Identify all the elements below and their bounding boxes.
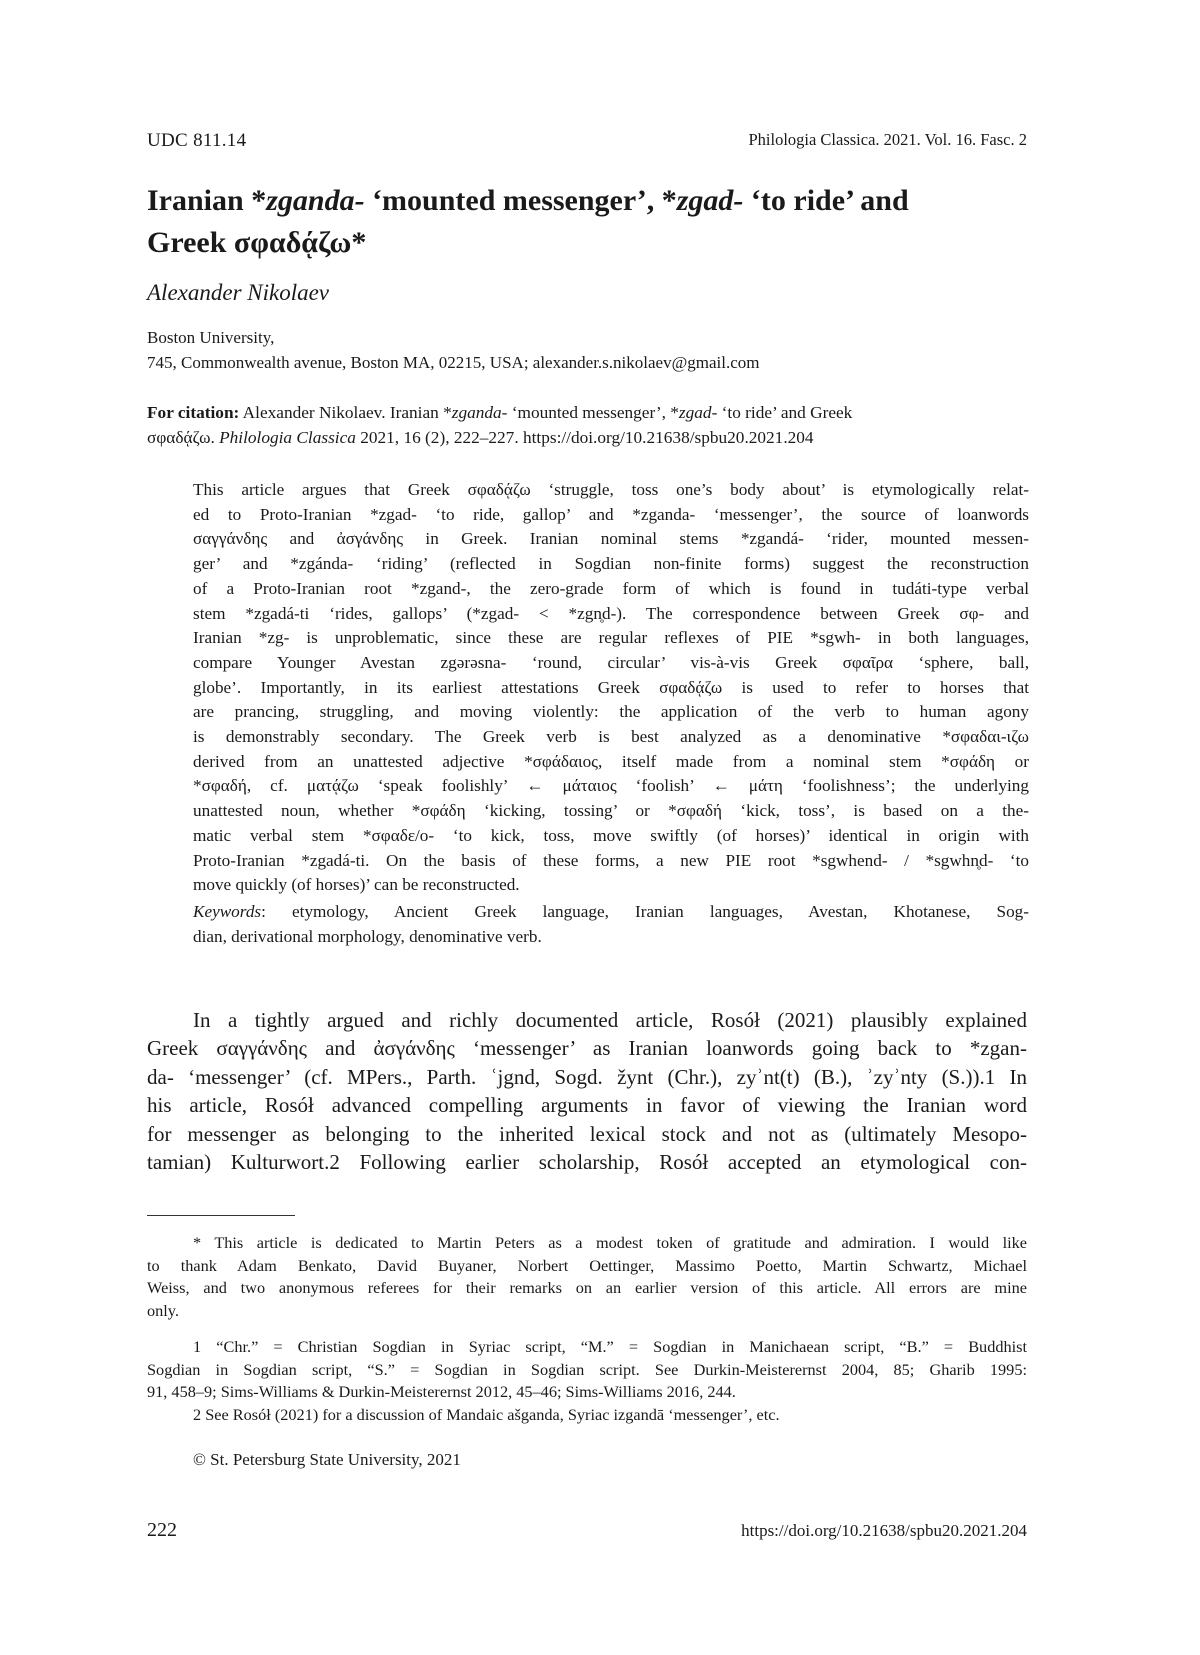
abstract-line: stem *zgadá-ti ‘rides, gallops’ (*zgad- < *zgn̥d-). The correspondence between Greek σφ- and [193, 603, 1029, 623]
footnotes: * This article is dedicated to Martin Peters as a modest token of gratitude and admiration. I would like to thank Adam Benkato, David Buyaner, Norbert Oettinger, Massimo Poetto, Martin Schwartz, Michael Weiss, and two anonymous referees for their remarks on an earlier version of this article. All errors are mine only. 1 “Chr.” = Christian Sogdian in Syriac script, “M.” = Sogdian in Manichaean script, “B.” = Buddhist Sogdian in Sogdian script, “S.” = Sogdian in Sogdian script. See Durkin-Meisterernst 2004, 85; Gharib 1995: 91, 458–9; Sims-Williams & Durkin-Meisterernst 2012, 45–46; Sims-Williams 2016, 244. 2 See Rosół (2021) for a discussion of Mandaic ašganda, Syriac izgandā ‘messenger’, etc. [147, 1232, 1027, 1426]
affiliation-address: 745, Commonwealth avenue, Boston MA, 02215, USA; alexander.s.nikolaev@gmail.com [147, 353, 760, 372]
abstract-line: move quickly (of horses)’ can be reconstructed. [193, 875, 520, 895]
body-line: tamian) Kulturwort.2 Following earlier scholarship, Rosół accepted an etymological con- [147, 1150, 1027, 1175]
footnote-star: * This article is dedicated to Martin Peters as a modest token of gratitude and admiration. I would like [193, 1233, 1027, 1252]
abstract-line: globe’. Importantly, in its earliest attestations Greek σφαδᾴζω is used to refer to horses that [193, 677, 1029, 697]
abstract-line: Proto-Iranian *zgadá-ti. On the basis of these forms, a new PIE root *sgwhend- / *sgwhn̥d- ‘to [193, 850, 1029, 870]
body-line: his article, Rosół advanced compelling arguments in favor of viewing the Iranian word [147, 1093, 1027, 1118]
footnote-2: 2 See Rosół (2021) for a discussion of Mandaic ašganda, Syriac izgandā ‘messenger’, etc. [193, 1404, 780, 1424]
body-line: Greek σαγγάνδης and ἀσγάνδης ‘messenger’ as Iranian loanwords going back to *zgan- [147, 1036, 1027, 1061]
abstract-line: This article argues that Greek σφαδᾴζω ‘struggle, toss one’s body about’ is etymologically relat- [193, 480, 1029, 499]
author-affiliation [147, 325, 759, 375]
abstract-line: σαγγάνδης and ἀσγάνδης in Greek. Iranian nominal stems *zgandá- ‘rider, mounted messen- [193, 529, 1029, 549]
citation-label: For citation: [147, 403, 240, 422]
running-header [147, 130, 1027, 160]
keywords: Keywords: etymology, Ancient Greek language, Iranian languages, Avestan, Khotanese, Sog- dian, derivational morphology, denominative verb. [193, 901, 1029, 946]
abstract-line: *σφαδή, cf. ματᾴζω ‘speak foolishly’ ← μάταιος ‘foolish’ ← μάτη ‘foolishness’; the underlying [193, 776, 1029, 796]
affiliation-line: Boston University, [147, 328, 275, 347]
page-footer [147, 1519, 1027, 1549]
abstract-line: are prancing, struggling, and moving violently: the application of the verb to human agony [193, 702, 1029, 722]
body-line: da- ‘messenger’ (cf. MPers., Parth. ʿjgnd, Sogd. žynt (Chr.), zyʾnt(t) (B.), ʾzyʾnty (S.)).1 In [147, 1064, 1027, 1089]
abstract-line: ger’ and *zgánda- ‘riding’ (reflected in Sogdian non-finite forms) suggest the reconstruction [193, 554, 1029, 574]
copyright-notice: © St. Petersburg State University, 2021 [193, 1450, 461, 1469]
body-line: for messenger as belonging to the inherited lexical stock and not as (ultimately Mesopo- [147, 1121, 1027, 1146]
citation-block: For citation: Alexander Nikolaev. Iranian *zganda- ‘mounted messenger’, *zgad- ‘to ride’ and Greek σφαδᾴζω. Philologia Classica 2021, 16 (2), 222–227. https://doi.org/10.21638/spbu20.2021.204 [147, 403, 853, 447]
journal-info: Philologia Classica. 2021. Vol. 16. Fasc. 2 [748, 130, 1027, 149]
author-name: Alexander Nikolaev [147, 280, 330, 305]
abstract [193, 478, 1029, 949]
doi-link[interactable]: https://doi.org/10.21638/spbu20.2021.204 [741, 1521, 1027, 1540]
footnote-divider [147, 1215, 295, 1216]
abstract-line: matic verbal stem *σφαδε/ο- ‘to kick, toss, move swiftly (of horses)’ identical in origin with [193, 825, 1029, 845]
body-line: In a tightly argued and richly documented article, Rosół (2021) plausibly explained [193, 1008, 1027, 1032]
abstract-line: is demonstrably secondary. The Greek verb is best analyzed as a denominative *σφαδαι-ιζω [193, 727, 1029, 747]
abstract-line: unattested noun, whether *σφάδη ‘kicking, tossing’ or *σφαδή ‘kick, toss’, is based on a the- [193, 801, 1029, 821]
udc-code: UDC 811.14 [147, 130, 247, 151]
abstract-line: compare Younger Avestan zgərəsna- ‘round, circular’ vis-à-vis Greek σφαῖρα ‘sphere, ball, [193, 652, 1029, 672]
article-title: Iranian *zganda- ‘mounted messenger’, *zgad- ‘to ride’ and Greek σφαδᾴζω* [147, 184, 909, 259]
page-number: 222 [147, 1519, 177, 1541]
abstract-line: of a Proto-Iranian root *zgand-, the zero-grade form of which is found in tudáti-type verbal [193, 578, 1029, 598]
footnote-1: 1 “Chr.” = Christian Sogdian in Syriac script, “M.” = Sogdian in Manichaean script, “B.” = Buddhist [193, 1337, 1027, 1356]
abstract-line: derived from an unattested adjective *σφάδαιος, itself made from a nominal stem *σφάδη or [193, 751, 1029, 771]
abstract-line: Iranian *zg- is unproblematic, since these are regular reflexes of PIE *sgwh- in both languages, [193, 628, 1029, 648]
body-paragraph [147, 1006, 1027, 1176]
abstract-line: ed to Proto-Iranian *zgad- ‘to ride, gallop’ and *zganda- ‘messenger’, the source of loanwords [193, 504, 1029, 524]
keywords-label: Keywords [193, 901, 262, 921]
